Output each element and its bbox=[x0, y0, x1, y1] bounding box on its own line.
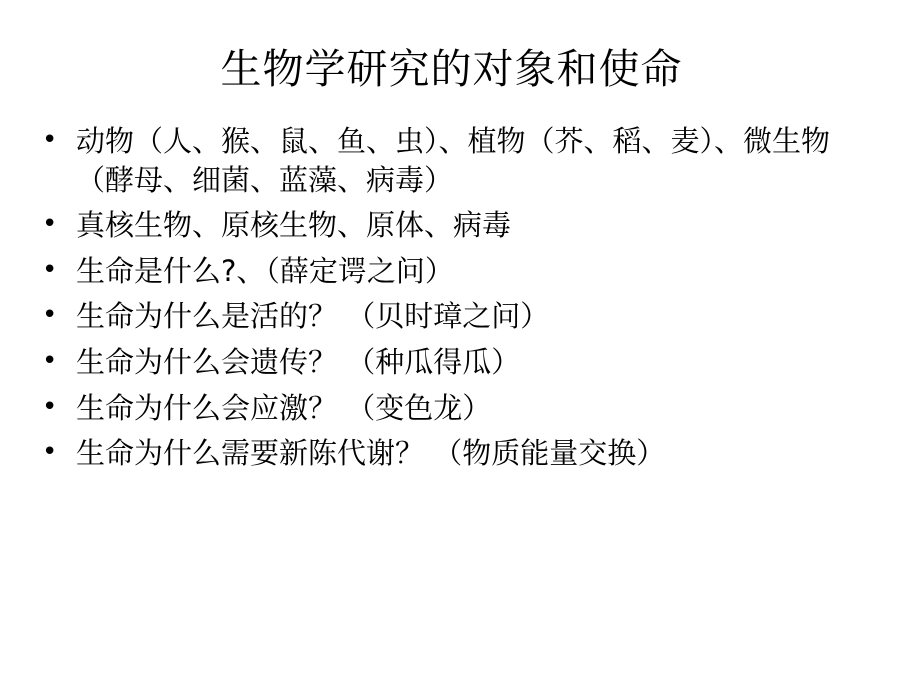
list-item: • 生命为什么需要新陈代谢？ （物质能量交换） bbox=[36, 434, 877, 473]
list-item: • 真核生物、原核生物、原体、病毒 bbox=[36, 206, 877, 245]
list-item: • 生命为什么是活的？ （贝时璋之问） bbox=[36, 297, 877, 336]
page-title: 生物学研究的对象和使命 bbox=[220, 45, 683, 93]
list-item: • 生命为什么会遗传？ （种瓜得瓜） bbox=[36, 343, 877, 382]
list-item: • 生命为什么会应激？ （变色龙） bbox=[36, 389, 877, 428]
list-item: • 动物（人、猴、鼠、鱼、虫）、植物（芥、稻、麦）、微生物（酵母、细菌、蓝藻、病毒） bbox=[36, 122, 877, 199]
list-item: • 生命是什么?、（薛定谔之问） bbox=[36, 252, 877, 291]
bullet-list bbox=[0, 122, 903, 473]
